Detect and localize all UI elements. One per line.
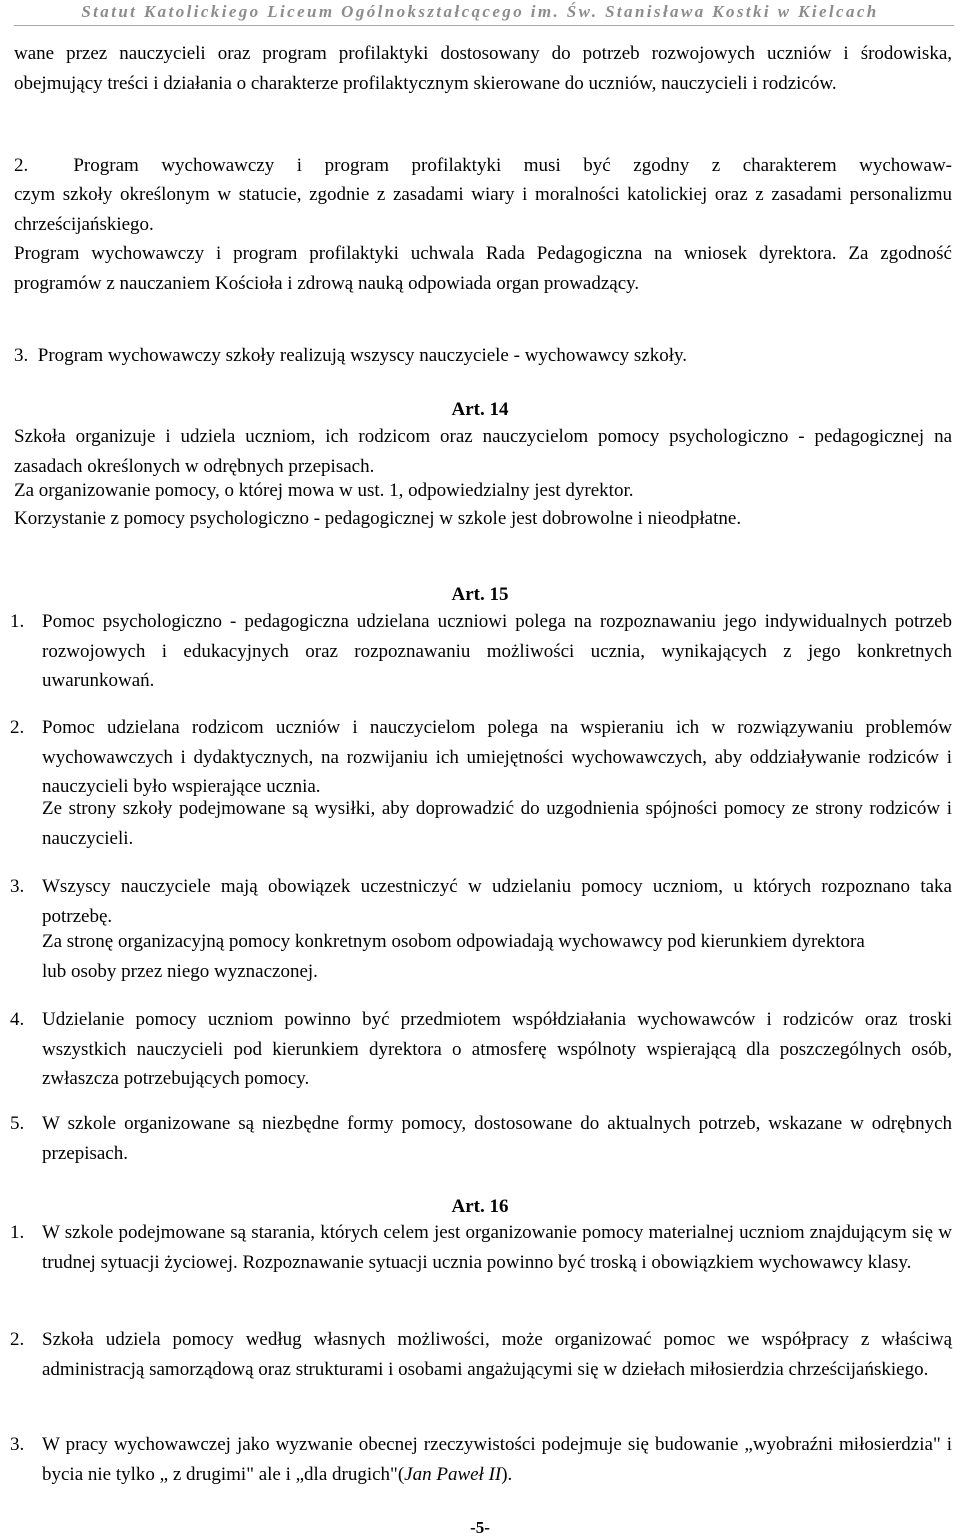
list-number: 3. [10, 1434, 25, 1455]
intro-paragraph: wane przez nauczycieli oraz program profilaktyki dostosowany do potrzeb rozwojowych uczniów i środowiska, obejmujący treści i działania o charakterze profilaktycznym skierowane do uczniów, nauczycieli i rodziców. [14, 43, 952, 94]
article-15-item-2: Pomoc udzielana rodzicom uczniów i nauczycielom polega na wspieraniu ich w rozwiązywaniu problemów wychowawczych i dydaktycznych, na rozwijaniu ich umiejętności wychowawczych, aby oddziaływanie rodziców i nauczycieli było wspierające ucznia. [42, 717, 952, 797]
quote-tail: ). [501, 1463, 513, 1485]
paragraph-2-second: Program wychowawczy i program profilaktyki uchwala Rada Pedagogiczna na wniosek dyrektora. Za zgodność programów z nauczaniem Kościoła i zdrową nauką odpowiada organ prowadzący. [14, 243, 952, 294]
paragraph-3-text: Program wychowawczy szkoły realizują wszyscy nauczyciele - wychowawcy szkoły. [37, 345, 688, 366]
paragraph-number: 3. [14, 345, 29, 366]
article-16-item-3-text: W pracy wychowawczej jako wyzwanie obecnej rzeczywistości podejmuje się budowanie „wyobraźni miłosierdzia" i bycia nie tylko „ z drugimi" ale i „dla drugich"( [42, 1434, 952, 1485]
article-16-title: Art. 16 [451, 1196, 509, 1217]
paragraph-2-line1: Program wychowawczy i program profilaktyki musi być zgodny z charakterem wychowaw- [73, 155, 953, 176]
quote-author: Jan Paweł II [404, 1463, 502, 1485]
article-15-item-1: Pomoc psychologiczno - pedagogiczna udzielana uczniowi polega na rozpoznawaniu jego indywidualnych potrzeb rozwojowych i edukacyjnych oraz rozpoznawaniu możliwości ucznia, wynikających z jego konkretnych uwarunkowań. [42, 611, 952, 691]
paragraph-3 [14, 341, 952, 371]
list-number: 2. [10, 1329, 25, 1350]
paragraph-number: 2. [14, 155, 29, 176]
article-15-item-2-cont: Ze strony szkoły podejmowane są wysiłki, aby doprowadzić do uzgodnienia spójności pomocy ze strony rodziców i nauczycieli. [42, 798, 952, 849]
article-16-item-2: Szkoła udziela pomocy według własnych możliwości, może organizować pomoc we współpracy z właściwą administracją samorządową oraz strukturami i osobami angażującymi się w dziełach miłosierdzia chrześcijańskiego. [42, 1329, 952, 1380]
list-number: 3. [10, 876, 25, 897]
article-16-item-1: W szkole podejmowane są starania, których celem jest organizowanie pomocy materialnej uczniom znajdującym się w trudnej sytuacji życiowej. Rozpoznawanie sytuacji ucznia powinno być troską i obowiązkiem wychowawcy klasy. [42, 1222, 952, 1273]
header-divider [14, 25, 954, 26]
article-14-text-2: Za organizowanie pomocy, o której mowa w ust. 1, odpowiedzialny jest dyrektor. [14, 480, 634, 501]
article-15-title: Art. 15 [451, 584, 509, 605]
article-15-item-3-cont: Za stronę organizacyjną pomocy konkretnym osobom odpowiadają wychowawcy pod kierunkiem dyrektora lub osoby przez niego wyznaczonej. [42, 931, 865, 982]
running-header: Statut Katolickiego Liceum Ogólnokształcącego im. Św. Stanisława Kostki w Kielcach [81, 2, 879, 21]
article-14-text-1: Szkoła organizuje i udziela uczniom, ich rodzicom oraz nauczycielom pomocy psychologiczno - pedagogicznej na zasadach określonych w odrębnych przepisach. [14, 426, 952, 477]
article-15-item-5: W szkole organizowane są niezbędne formy pomocy, dostosowane do aktualnych potrzeb, wskazane w odrębnych przepisach. [42, 1113, 952, 1164]
paragraph-2-rest: czym szkoły określonym w statucie, zgodnie z zasadami wiary i moralności katolickiej oraz z zasadami personalizmu chrześcijańskiego. [14, 184, 952, 235]
article-14-title: Art. 14 [451, 399, 509, 420]
article-15-item-4: Udzielanie pomocy uczniom powinno być przedmiotem współdziałania wychowawców i rodziców oraz troski wszystkich nauczycieli pod kierunkiem dyrektora o atmosferę wspólnoty wspierającą dla poszczególnych osób, zwłaszcza potrzebujących pomocy. [42, 1009, 952, 1089]
article-14-text-3: Korzystanie z pomocy psychologiczno - pedagogicznej w szkole jest dobrowolne i nieodpłatne. [14, 508, 742, 529]
list-number: 1. [10, 611, 25, 632]
article-15-item-3: Wszyscy nauczyciele mają obowiązek uczestniczyć w udzielaniu pomocy uczniom, u których rozpoznano taka potrzebę. [42, 876, 952, 927]
list-number: 5. [10, 1113, 25, 1134]
list-number: 4. [10, 1009, 25, 1030]
page-number: -5- [470, 1518, 490, 1537]
list-number: 1. [10, 1222, 25, 1243]
paragraph-2-first-line [14, 151, 952, 181]
article-16-item-3 [42, 1430, 952, 1489]
list-number: 2. [10, 717, 25, 738]
